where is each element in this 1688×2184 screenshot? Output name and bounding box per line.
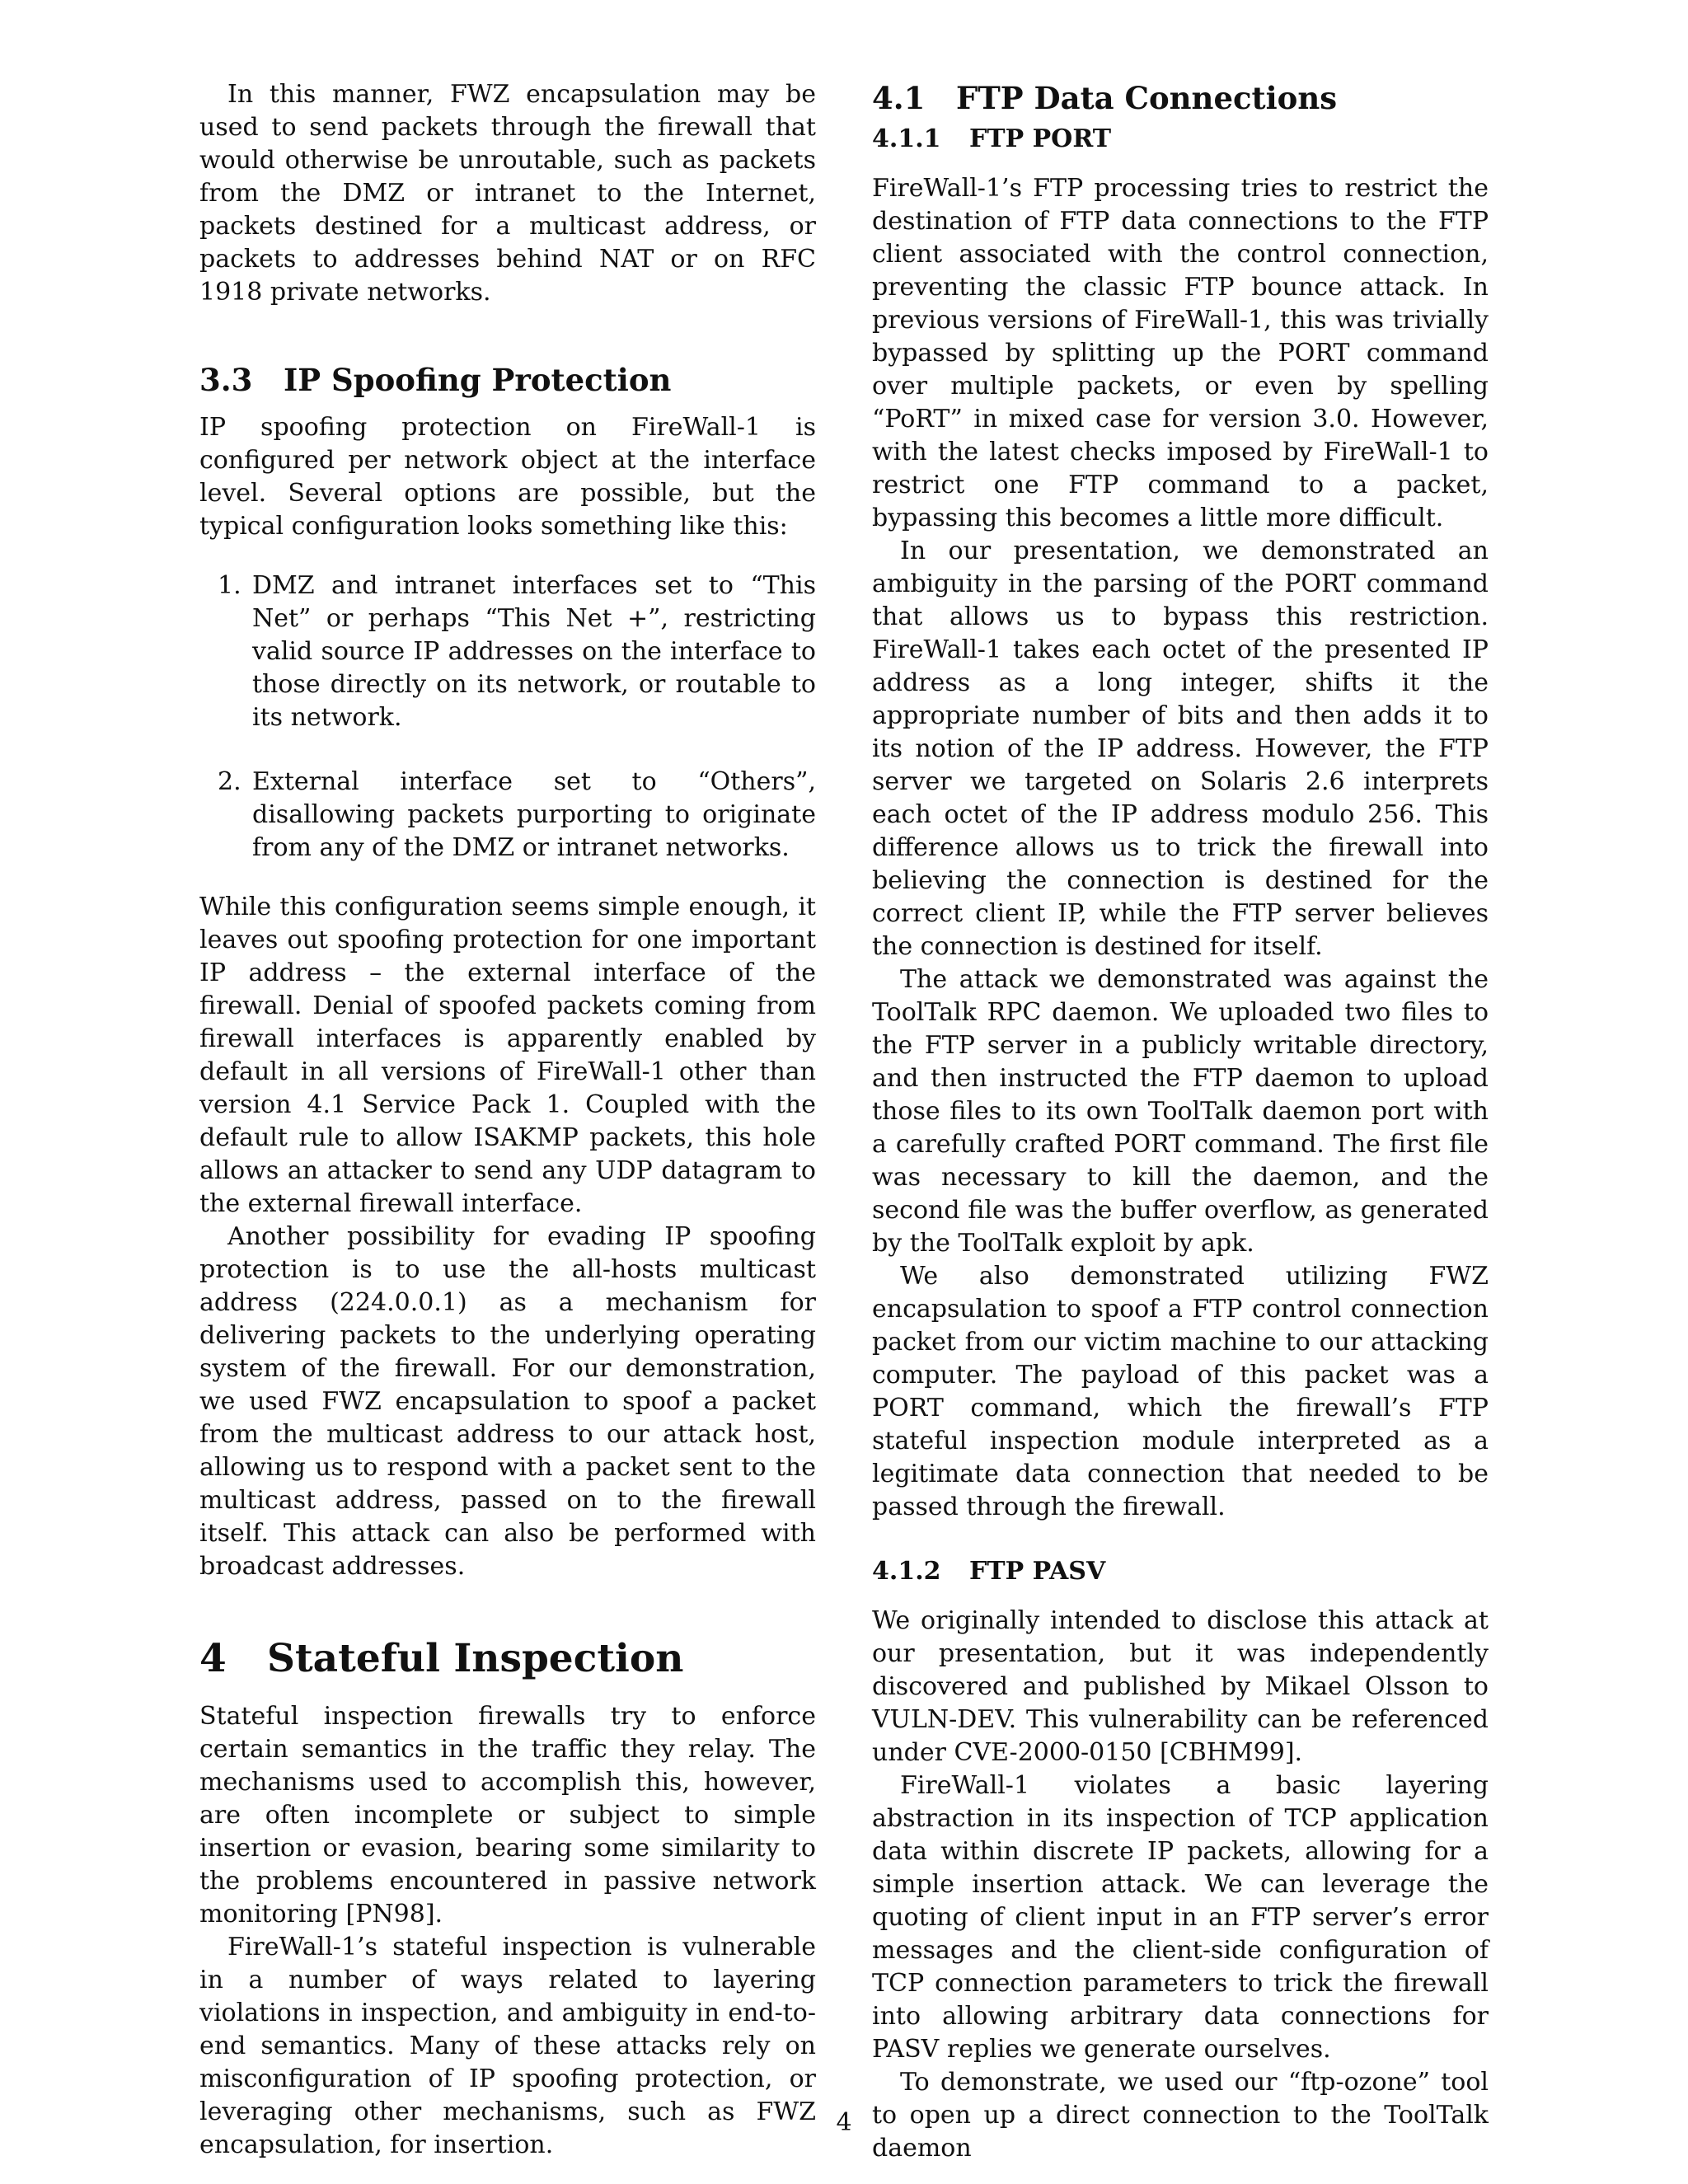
section-3-3-paragraph-3: Another possibility for evading IP spoofing protection is to use the all-hosts multicast address (224.0.0.1) as a mechanism for delivering packets to the underlying operating system of the firewall. For our demonstration, we used FWZ encapsulation to spoof a packet from the multicast address to our attack host, allowing us to respond with a packet sent to the multicast address, passed on to the firewall itself. This attack can also be performed with broadcast addresses. [199,1222,816,1581]
section-4-1-1-paragraph-1: FireWall-1’s FTP processing tries to restrict the destination of FTP data connections to the FTP client associated with the control connection, preventing the classic FTP bounce attack. In previous versions of FireWall-1, this was trivially bypassed by splitting up the PORT command over multiple packets, or even by spelling “PoRT” in mixed case for version 3.0. However, with the latest checks imposed by FireWall-1 to restrict one FTP command to a packet, bypassing this becomes a little more difficult. [872,174,1489,532]
section-4-1-1-paragraph-2: In our presentation, we demonstrated an ambiguity in the parsing of the PORT command that allows us to bypass this restriction. FireWall-1 takes each octet of the presented IP address as a long integer, shifts it the appropriate number of bits and then adds it to its notion of the IP address. However, the FTP server we targeted on Solaris 2.6 interprets each octet of the IP address modulo 256. This difference allows us to trick the firewall into believing the connection is destined for the correct client IP, while the FTP server believes the connection is destined for itself. [872,537,1489,961]
section-number: 4.1.2 [872,1557,941,1586]
section-3-3-heading [199,360,816,400]
section-number: 4.1 [872,80,926,116]
section-title: Stateful Inspection [267,1636,684,1681]
section-title: FTP Data Connections [956,80,1338,116]
section-number: 4 [199,1636,227,1681]
section-4-1-2-paragraph-2: FireWall-1 violates a basic layering abstraction in its inspection of TCP application data within discrete IP packets, allowing for a simple insertion attack. We can leverage the quoting of client input in an FTP server’s error messages and the client-side configuration of TCP connection parameters to trick the firewall into allowing arbitrary data connections for PASV replies we generate ourselves. [872,1771,1489,2064]
section-4-heading [199,1634,816,1684]
left-column [199,78,816,2162]
right-column [872,78,1489,2165]
section-4-1-1-paragraph-4: We also demonstrated utilizing FWZ encapsulation to spoof a FTP control connection packet from our victim machine to our attacking computer. The payload of this packet was a PORT command, which the firewall’s FTP stateful inspection module interpreted as a legitimate data connection that needed to be passed through the firewall. [872,1262,1489,1521]
list-marker: 2. [218,767,241,796]
section-4-paragraph-1: Stateful inspection firewalls try to enforce certain semantics in the traffic they relay. The mechanisms used to accomplish this, however, are often incomplete or subject to simple insertion or evasion, bearing some similarity to the problems encountered in passive network monitoring [PN98]. [199,1702,816,1929]
section-title: FTP PORT [969,124,1112,153]
spoofing-config-list [199,569,816,865]
intro-paragraph: In this manner, FWZ encapsulation may be used to send packets through the firewall that would otherwise be unroutable, such as packets from the DMZ or intranet to the Internet, packets destined for a multicast address, or packets to addresses behind NAT or on RFC 1918 private networks. [199,80,816,307]
section-3-3-paragraph-1: IP spoofing protection on FireWall-1 is configured per network object at the interface level. Several options are possible, but the typical configuration looks something like this: [199,413,816,541]
section-3-3-paragraph-2: While this configuration seems simple enough, it leaves out spoofing protection for one important IP address – the external interface of the firewall. Denial of spoofed packets coming from firewall interfaces is apparently enabled by default in all versions of FireWall-1 other than version 4.1 Service Pack 1. Coupled with the default rule to allow ISAKMP packets, this hole allows an attacker to send any UDP datagram to the external firewall interface. [199,893,816,1218]
section-4-1-1-paragraph-3: The attack we demonstrated was against the ToolTalk RPC daemon. We uploaded two files to the FTP server in a publicly writable directory, and then instructed the FTP daemon to upload those files to its own ToolTalk daemon port with a carefully crafted PORT command. The first file was necessary to kill the daemon, and the second file was the buffer overflow, as generated by the ToolTalk exploit by apk. [872,965,1489,1258]
section-4-1-heading [872,78,1489,118]
list-item [199,569,816,734]
section-number: 3.3 [199,362,253,398]
page-number: 4 [836,2108,852,2137]
section-title: IP Spoofing Protection [284,362,672,398]
section-title: FTP PASV [969,1557,1106,1586]
section-4-paragraph-2: FireWall-1’s stateful inspection is vulnerable in a number of ways related to layering violations in inspection, and ambiguity in end-to-end semantics. Many of these attacks rely on misconfiguration of IP spoofing protection, or leveraging other mechanisms, such as FWZ encapsulation, for insertion. [199,1933,816,2159]
section-4-1-2-paragraph-1: We originally intended to disclose this attack at our presentation, but it was independently discovered and published by Mikael Olsson to VULN-DEV. This vulnerability can be referenced under CVE-2000-0150 [CBHM99]. [872,1606,1489,1767]
section-4-1-2-heading [872,1555,1489,1588]
section-4-1-2-paragraph-3: To demonstrate, we used our “ftp-ozone” tool to open up a direct connection to the ToolTalk daemon [872,2068,1489,2163]
section-4-1-1-heading [872,123,1489,156]
list-marker: 1. [218,571,241,600]
list-item-text: External interface set to “Others”, disallowing packets purporting to originate from any of the DMZ or intranet networks. [252,767,816,862]
section-number: 4.1.1 [872,124,941,153]
list-item [199,766,816,865]
list-item-text: DMZ and intranet interfaces set to “This Net” or perhaps “This Net +”, restricting valid source IP addresses on the interface to those directly on its network, or routable to its network. [252,571,816,732]
